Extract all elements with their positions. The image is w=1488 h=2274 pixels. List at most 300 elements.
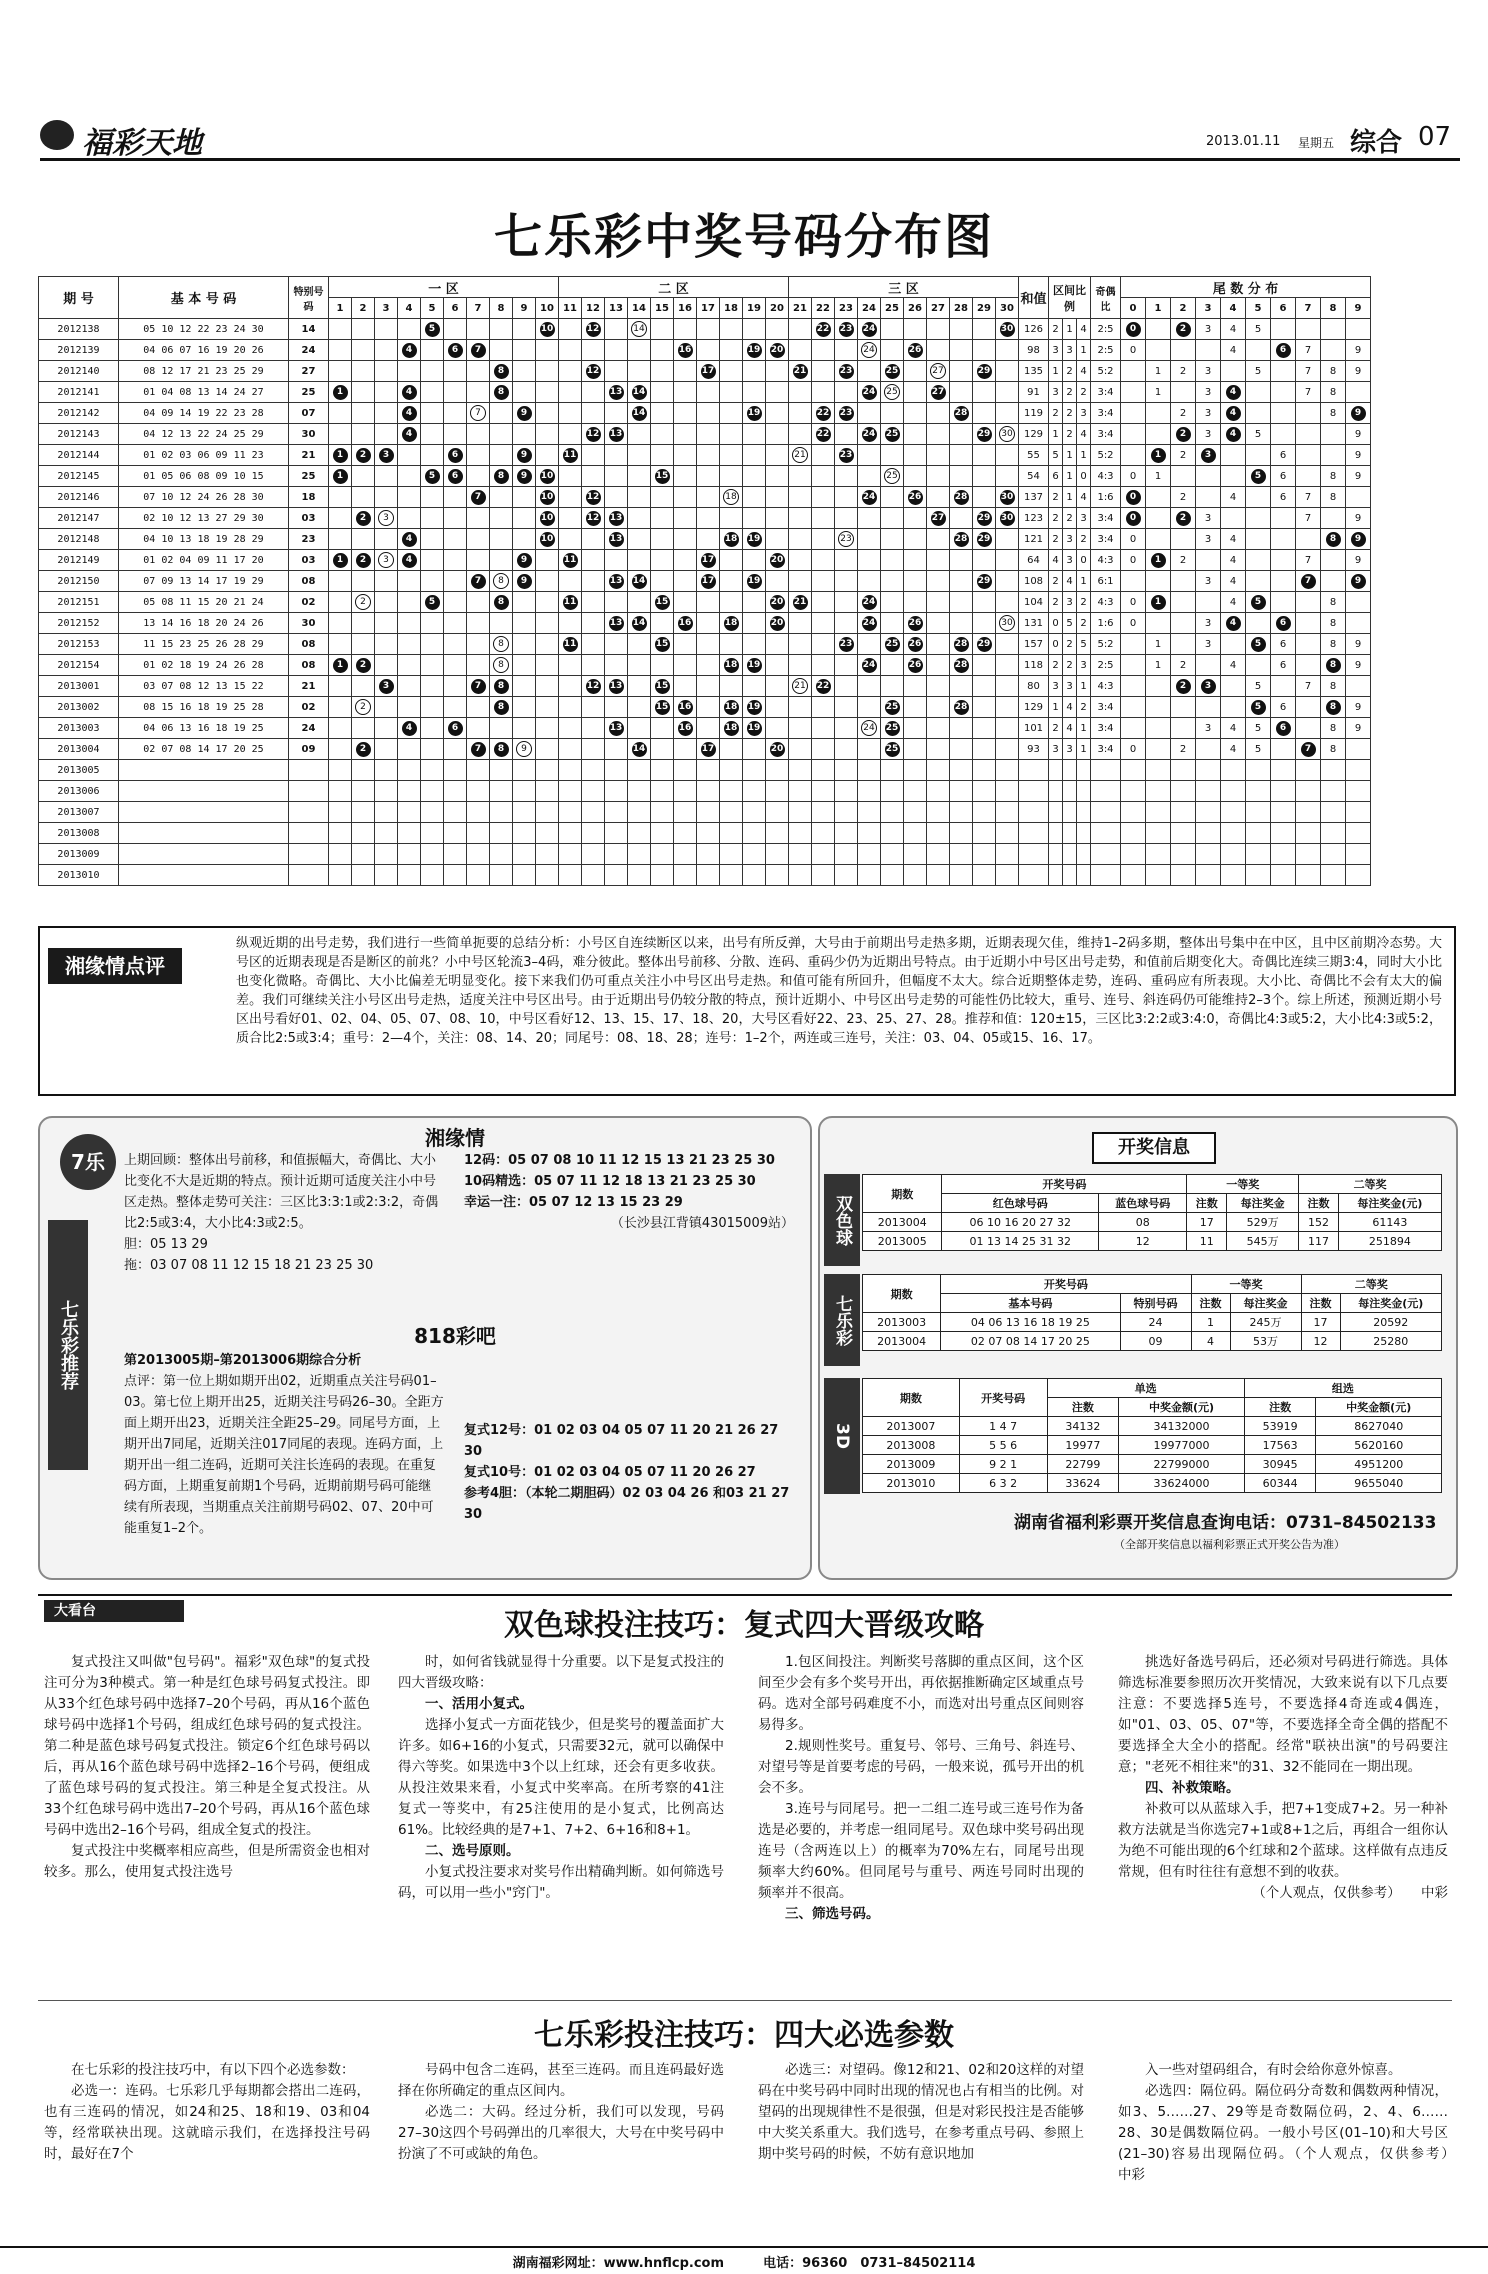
number-cell — [467, 592, 490, 613]
tail-cell — [1346, 676, 1371, 697]
cell: 53919 — [1244, 1417, 1316, 1436]
number-cell — [375, 529, 398, 550]
number-cell — [996, 718, 1019, 739]
grid-header-number: 29 — [973, 298, 996, 319]
number-cell — [513, 676, 536, 697]
number-cell — [421, 655, 444, 676]
drawn-ball: 25 — [885, 700, 900, 715]
number-cell — [881, 823, 904, 844]
number-cell — [766, 634, 789, 655]
ratio-cell: 1 — [1063, 487, 1077, 508]
number-cell — [467, 382, 490, 403]
paragraph: 必选四：隔位码。隔位码分奇数和偶数两种情况，如3、5……27、29等是奇数隔位码，2、4、6……28、30是偶数隔位码。一般小号区(01–10)和大号区(21–30)容易出现隔位码。（个人观点，仅供参考） 中彩 — [1118, 2083, 1475, 2183]
number-cell — [766, 361, 789, 382]
number-cell — [766, 865, 789, 886]
drawn-ball: 30 — [1000, 511, 1015, 526]
number-cell — [904, 529, 927, 550]
special-ball: 30 — [999, 426, 1015, 442]
number-cell — [904, 613, 927, 634]
number-cell — [398, 508, 421, 529]
tail-cell — [1221, 466, 1246, 487]
number-cell — [559, 445, 582, 466]
tail-cell: 8 — [1321, 382, 1346, 403]
special-number-cell: 23 — [289, 529, 329, 550]
number-cell — [835, 760, 858, 781]
number-cell — [697, 319, 720, 340]
special-ball: 9 — [516, 741, 532, 757]
tail-cell: 0 — [1121, 340, 1146, 361]
odd-even-cell: 2:5 — [1091, 319, 1121, 340]
number-cell — [720, 781, 743, 802]
hdr: 期数 — [863, 1175, 942, 1213]
grid-header-number: 25 — [881, 298, 904, 319]
number-cell — [536, 760, 559, 781]
number-cell — [973, 340, 996, 361]
tail-cell: 3 — [1196, 403, 1221, 424]
tail-cell — [1196, 865, 1221, 886]
number-cell — [766, 340, 789, 361]
basic-numbers-cell: 11 15 23 25 26 28 29 — [119, 634, 289, 655]
ratio-cell: 4 — [1077, 319, 1091, 340]
subheading: 一、活用小复式。 — [425, 1696, 533, 1712]
drawn-ball: 24 — [862, 595, 877, 610]
number-cell — [858, 613, 881, 634]
number-cell — [490, 655, 513, 676]
number-cell — [950, 319, 973, 340]
tail-cell — [1296, 697, 1321, 718]
number-cell — [605, 802, 628, 823]
tail-cell: 8 — [1321, 466, 1346, 487]
ratio-cell: 3 — [1063, 529, 1077, 550]
special-ball: 25 — [884, 468, 900, 484]
grid-header-tail-digit: 1 — [1146, 298, 1171, 319]
number-cell — [513, 592, 536, 613]
drawn-ball: 18 — [724, 700, 739, 715]
number-cell — [881, 403, 904, 424]
ssq-table — [862, 1174, 1442, 1251]
grid-header-tail-digit: 7 — [1296, 298, 1321, 319]
hdr: 二等奖 — [1299, 1175, 1442, 1194]
tail-cell — [1171, 592, 1196, 613]
number-cell — [674, 676, 697, 697]
tail-ball: 7 — [1301, 742, 1316, 757]
number-cell — [950, 697, 973, 718]
tail-cell — [1271, 382, 1296, 403]
drawn-ball: 16 — [678, 343, 693, 358]
tail-cell: 8 — [1321, 634, 1346, 655]
tail-cell — [1346, 403, 1371, 424]
number-cell — [467, 760, 490, 781]
number-cell — [582, 571, 605, 592]
number-cell — [559, 403, 582, 424]
tail-cell — [1271, 613, 1296, 634]
table-row — [39, 739, 1371, 760]
number-cell — [467, 508, 490, 529]
special-number-cell: 24 — [289, 718, 329, 739]
number-cell — [582, 424, 605, 445]
drawn-ball: 4 — [402, 532, 417, 547]
tail-cell — [1171, 571, 1196, 592]
number-cell — [904, 823, 927, 844]
ratio-cell: 6 — [1049, 466, 1063, 487]
cell: 24 — [1120, 1313, 1191, 1332]
number-cell — [444, 403, 467, 424]
tail-cell: 7 — [1296, 382, 1321, 403]
tail-cell — [1146, 613, 1171, 634]
article2-col2 — [398, 2060, 724, 2165]
fc3d-table — [862, 1378, 1442, 1493]
number-cell — [835, 550, 858, 571]
table-row — [39, 445, 1371, 466]
hdr: 蓝色球号码 — [1099, 1194, 1187, 1213]
drawn-ball: 7 — [471, 574, 486, 589]
number-cell — [720, 550, 743, 571]
number-cell — [628, 424, 651, 445]
grid-header-number: 20 — [766, 298, 789, 319]
basic-numbers-cell: 01 05 06 08 09 10 15 — [119, 466, 289, 487]
number-cell — [812, 403, 835, 424]
tail-cell — [1121, 424, 1146, 445]
ratio-cell: 2 — [1049, 529, 1063, 550]
number-cell — [513, 802, 536, 823]
ratio-cell: 3 — [1049, 739, 1063, 760]
number-cell — [973, 424, 996, 445]
number-cell — [421, 802, 444, 823]
number-cell — [743, 760, 766, 781]
number-cell — [375, 319, 398, 340]
basic-numbers-cell: 01 02 04 09 11 17 20 — [119, 550, 289, 571]
hdr: 开奖号码 — [942, 1175, 1187, 1194]
basic-numbers-cell: 05 08 11 15 20 21 24 — [119, 592, 289, 613]
number-cell — [835, 676, 858, 697]
number-cell — [789, 823, 812, 844]
number-cell — [812, 466, 835, 487]
number-cell — [605, 697, 628, 718]
b818-fushi12: 复式12号：01 02 03 04 05 07 11 20 21 26 27 30 — [464, 1423, 779, 1459]
number-cell — [444, 823, 467, 844]
number-cell — [582, 823, 605, 844]
number-cell — [375, 445, 398, 466]
ratio-cell — [1049, 760, 1063, 781]
number-cell — [697, 865, 720, 886]
number-cell — [904, 382, 927, 403]
tail-cell — [1121, 487, 1146, 508]
period-cell: 2012154 — [39, 655, 119, 676]
number-cell — [881, 466, 904, 487]
hdr: 注数 — [1301, 1294, 1340, 1313]
grid-header-basic: 基 本 号 码 — [119, 277, 289, 319]
drawn-ball: 22 — [816, 427, 831, 442]
drawn-ball: 20 — [770, 553, 785, 568]
number-cell — [674, 844, 697, 865]
issue-date: 2013.01.11 — [1206, 134, 1281, 149]
number-cell — [467, 550, 490, 571]
number-cell — [490, 550, 513, 571]
number-cell — [490, 445, 513, 466]
drawn-ball: 11 — [563, 553, 578, 568]
tail-cell: 0 — [1121, 466, 1146, 487]
number-cell — [582, 718, 605, 739]
tail-cell — [1171, 634, 1196, 655]
number-cell — [927, 634, 950, 655]
ratio-cell: 1 — [1049, 361, 1063, 382]
number-cell — [559, 634, 582, 655]
number-cell — [950, 403, 973, 424]
number-cell — [329, 697, 352, 718]
tail-cell — [1321, 865, 1346, 886]
number-cell — [766, 487, 789, 508]
ratio-cell: 0 — [1077, 466, 1091, 487]
tail-cell — [1346, 382, 1371, 403]
number-cell — [812, 823, 835, 844]
tail-cell — [1246, 445, 1271, 466]
hdr: 期数 — [863, 1275, 941, 1313]
ratio-cell: 3 — [1077, 508, 1091, 529]
number-cell — [467, 718, 490, 739]
number-cell — [513, 361, 536, 382]
number-cell — [375, 865, 398, 886]
number-cell — [490, 361, 513, 382]
tail-cell: 3 — [1196, 508, 1221, 529]
tail-cell — [1246, 550, 1271, 571]
tail-cell — [1171, 697, 1196, 718]
tail-cell: 7 — [1296, 508, 1321, 529]
number-cell — [628, 487, 651, 508]
number-cell — [766, 571, 789, 592]
period-cell: 2012141 — [39, 382, 119, 403]
tail-cell: 7 — [1296, 487, 1321, 508]
sum-cell: 131 — [1019, 613, 1049, 634]
number-cell — [697, 781, 720, 802]
table-row — [39, 361, 1371, 382]
drawn-ball: 19 — [747, 700, 762, 715]
number-cell — [927, 571, 950, 592]
tail-cell — [1271, 424, 1296, 445]
number-cell — [858, 487, 881, 508]
number-cell — [605, 634, 628, 655]
ratio-cell: 2 — [1049, 571, 1063, 592]
number-cell — [881, 655, 904, 676]
tail-cell: 1 — [1146, 361, 1171, 382]
number-cell — [720, 529, 743, 550]
number-cell — [490, 697, 513, 718]
odd-even-cell — [1091, 823, 1121, 844]
cell: 06 10 16 20 27 32 — [942, 1213, 1099, 1232]
tail-cell — [1171, 781, 1196, 802]
tail-ball: 0 — [1126, 511, 1141, 526]
number-cell — [490, 571, 513, 592]
number-cell — [513, 550, 536, 571]
odd-even-cell: 3:4 — [1091, 403, 1121, 424]
number-cell — [858, 550, 881, 571]
hdr: 每注奖金 — [1227, 1194, 1299, 1213]
number-cell — [674, 487, 697, 508]
number-cell — [375, 739, 398, 760]
table-row — [39, 844, 1371, 865]
number-cell — [375, 424, 398, 445]
number-cell — [812, 508, 835, 529]
cell: 5620160 — [1316, 1436, 1442, 1455]
sum-cell: 121 — [1019, 529, 1049, 550]
sum-cell: 98 — [1019, 340, 1049, 361]
number-cell — [881, 529, 904, 550]
number-cell — [444, 361, 467, 382]
tail-cell — [1196, 844, 1221, 865]
number-cell — [720, 634, 743, 655]
number-cell — [628, 865, 651, 886]
number-cell — [375, 718, 398, 739]
number-cell — [996, 592, 1019, 613]
number-cell — [950, 382, 973, 403]
drawn-ball: 25 — [885, 637, 900, 652]
number-cell — [651, 781, 674, 802]
period-cell: 2012140 — [39, 361, 119, 382]
odd-even-cell: 3:4 — [1091, 382, 1121, 403]
number-cell — [352, 823, 375, 844]
odd-even-cell: 5:2 — [1091, 634, 1121, 655]
drawn-ball: 28 — [954, 532, 969, 547]
number-cell — [375, 592, 398, 613]
number-cell — [766, 613, 789, 634]
cell: 529万 — [1227, 1213, 1299, 1232]
number-cell — [789, 487, 812, 508]
number-cell — [651, 361, 674, 382]
tail-cell — [1346, 571, 1371, 592]
tail-cell: 9 — [1346, 508, 1371, 529]
number-cell — [858, 466, 881, 487]
table-row — [39, 529, 1371, 550]
number-cell — [858, 382, 881, 403]
tail-ball: 2 — [1176, 322, 1191, 337]
number-cell — [789, 361, 812, 382]
number-cell — [950, 571, 973, 592]
number-cell — [605, 823, 628, 844]
sum-cell — [1019, 781, 1049, 802]
number-cell — [490, 634, 513, 655]
basic-numbers-cell: 01 02 03 06 09 11 23 — [119, 445, 289, 466]
period-cell: 2013008 — [39, 823, 119, 844]
number-cell — [789, 550, 812, 571]
drawn-ball: 2 — [356, 658, 371, 673]
number-cell — [973, 865, 996, 886]
number-cell — [789, 865, 812, 886]
tail-cell: 4 — [1221, 718, 1246, 739]
distribution-table — [38, 276, 1371, 886]
cell: 33624000 — [1119, 1474, 1245, 1493]
number-cell — [651, 382, 674, 403]
number-cell — [766, 718, 789, 739]
number-cell — [904, 760, 927, 781]
ratio-cell: 5 — [1077, 634, 1091, 655]
number-cell — [398, 592, 421, 613]
number-cell — [950, 655, 973, 676]
number-cell — [536, 445, 559, 466]
period-cell: 2013004 — [39, 739, 119, 760]
special-ball: 14 — [631, 321, 647, 337]
number-cell — [789, 592, 812, 613]
number-cell — [996, 424, 1019, 445]
odd-even-cell: 2:5 — [1091, 340, 1121, 361]
tail-cell — [1146, 529, 1171, 550]
drawn-ball: 2 — [356, 511, 371, 526]
number-cell — [835, 823, 858, 844]
number-cell — [605, 844, 628, 865]
sum-cell: 104 — [1019, 592, 1049, 613]
tail-ball: 4 — [1226, 616, 1241, 631]
drawn-ball: 22 — [816, 679, 831, 694]
number-cell — [352, 571, 375, 592]
tail-cell: 7 — [1296, 676, 1321, 697]
period-cell: 2012143 — [39, 424, 119, 445]
tail-cell — [1146, 487, 1171, 508]
drawn-ball: 3 — [379, 448, 394, 463]
number-cell — [766, 382, 789, 403]
number-cell — [398, 550, 421, 571]
table-row — [39, 424, 1371, 445]
paragraph: 1.包区间投注。判断奖号落脚的重点区间，这个区间至少会有多个奖号开出，再依据推断确定区域重点号码。选对全部号码难度不小，而选对出号重点区间则容易得多。 — [758, 1654, 1084, 1733]
tail-cell: 4 — [1221, 487, 1246, 508]
tail-ball: 0 — [1126, 490, 1141, 505]
ratio-cell — [1063, 865, 1077, 886]
number-cell — [467, 739, 490, 760]
number-cell — [789, 655, 812, 676]
tail-ball: 2 — [1176, 679, 1191, 694]
number-cell — [628, 319, 651, 340]
number-cell — [766, 739, 789, 760]
number-cell — [812, 487, 835, 508]
number-cell — [881, 424, 904, 445]
tail-ball: 9 — [1351, 406, 1366, 421]
cell: 02 07 08 14 17 20 25 — [941, 1332, 1120, 1351]
number-cell — [513, 865, 536, 886]
article1-col1 — [44, 1652, 370, 1883]
number-cell — [329, 403, 352, 424]
number-cell — [536, 844, 559, 865]
tail-ball: 2 — [1176, 427, 1191, 442]
tail-cell: 3 — [1196, 361, 1221, 382]
number-cell — [559, 823, 582, 844]
special-ball: 24 — [861, 720, 877, 736]
number-cell — [835, 361, 858, 382]
number-cell — [559, 739, 582, 760]
sum-cell: 129 — [1019, 697, 1049, 718]
ratio-cell: 1 — [1077, 445, 1091, 466]
ratio-cell: 2 — [1063, 424, 1077, 445]
special-number-cell: 08 — [289, 634, 329, 655]
number-cell — [467, 571, 490, 592]
sum-cell: 91 — [1019, 382, 1049, 403]
number-cell — [352, 508, 375, 529]
number-cell — [904, 634, 927, 655]
number-cell — [398, 676, 421, 697]
tail-cell — [1121, 802, 1146, 823]
grid-header-number: 28 — [950, 298, 973, 319]
number-cell — [536, 613, 559, 634]
grid-header-number: 14 — [628, 298, 651, 319]
number-cell — [858, 424, 881, 445]
drawn-ball: 29 — [977, 511, 992, 526]
number-cell — [927, 508, 950, 529]
ratio-cell: 1 — [1077, 739, 1091, 760]
period-cell: 2012146 — [39, 487, 119, 508]
ratio-cell: 2 — [1063, 403, 1077, 424]
number-cell — [766, 424, 789, 445]
grid-header-sum: 和值 — [1019, 277, 1049, 319]
tail-cell: 2 — [1171, 445, 1196, 466]
cell: 2013005 — [863, 1232, 942, 1251]
article2-col3 — [758, 2060, 1084, 2165]
drawn-ball: 30 — [1000, 322, 1015, 337]
